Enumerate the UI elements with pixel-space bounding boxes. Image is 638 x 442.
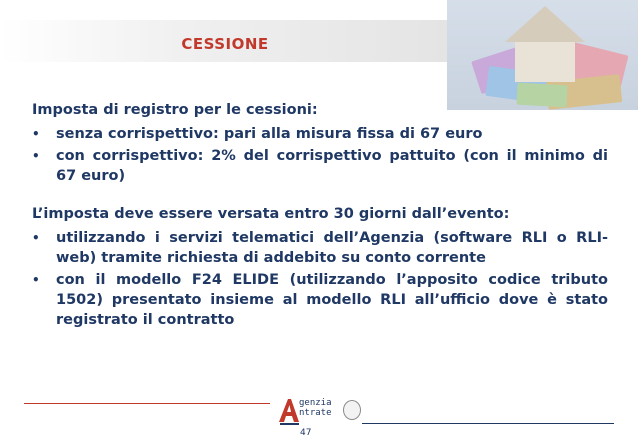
- house-roof-shape: [505, 6, 585, 42]
- house-wall-shape: [515, 40, 575, 82]
- list-item: [32, 124, 608, 144]
- page-number: 47: [300, 428, 312, 438]
- bullet-text: con il modello F24 ELIDE (utilizzando l’apposito codice tributo 1502) presentato insieme al modello RLI all’ufficio dove è stato registrato il contratto: [56, 272, 608, 328]
- logo-line-1: genzia: [299, 398, 332, 408]
- logo-line-2: ntrate: [299, 408, 332, 418]
- slide-title: CESSIONE: [181, 35, 269, 53]
- bullet-marker: •: [32, 127, 40, 141]
- bullet-text: con corrispettivo: 2% del corrispettivo pattuito (con il minimo di 67 euro): [56, 148, 608, 184]
- bullet-marker: •: [32, 149, 40, 163]
- bullet-marker: •: [32, 273, 40, 287]
- section-heading-registration-tax: Imposta di registro per le cessioni:: [32, 102, 318, 118]
- footer-rule-right: [362, 423, 614, 424]
- logo-wordmark: [299, 398, 332, 418]
- bullet-marker: •: [32, 231, 40, 245]
- republic-emblem-icon: [343, 400, 361, 420]
- bullet-text: utilizzando i servizi telematici dell’Agenzia (software RLI o RLI-web) tramite richiesta di addebito su conto corrente: [56, 230, 608, 266]
- section-heading-payment-deadline: L’imposta deve essere versata entro 30 giorni dall’evento:: [32, 206, 510, 222]
- list-item: [32, 228, 608, 268]
- list-item: [32, 146, 608, 186]
- house-of-banknotes-photo: [447, 0, 638, 110]
- agenzia-entrate-logo: [277, 396, 365, 428]
- footer-rule-left: [24, 403, 270, 404]
- slide-content: [32, 100, 608, 332]
- bullet-text: senza corrispettivo: pari alla misura fissa di 67 euro: [56, 126, 483, 142]
- list-item: [32, 270, 608, 330]
- agenzia-entrate-logo-icon: [277, 396, 301, 426]
